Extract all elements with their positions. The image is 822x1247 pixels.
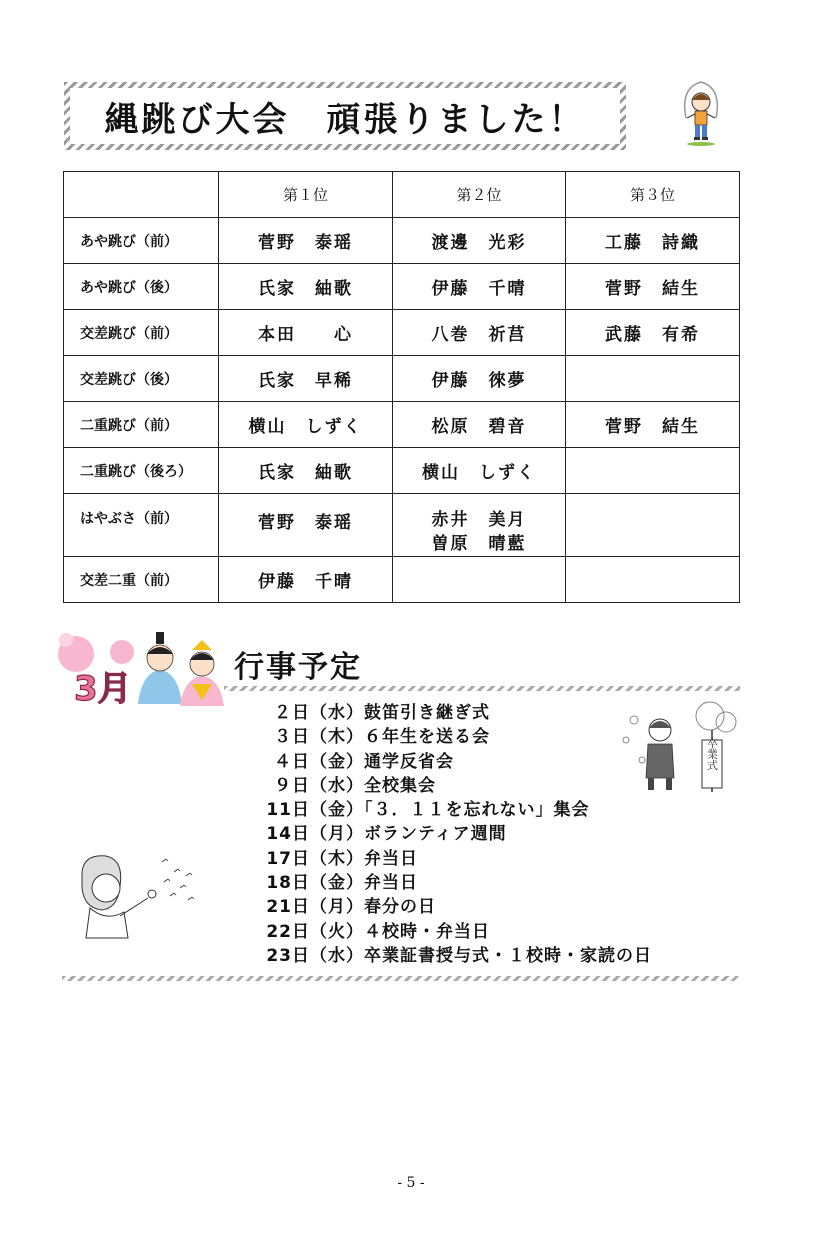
event-cell: 二重跳び（後ろ） [64,448,219,494]
list-item [252,871,652,895]
table-header-empty [64,172,219,218]
third-place-cell: 菅野 結生 [566,402,740,448]
graduation-kid-illustration [614,700,740,796]
second-place-cell: 伊藤 千晴 [393,264,566,310]
event-date: ４日 [274,751,310,772]
table-row [64,448,740,494]
page-title: 縄跳び大会 頑張りました！ [104,99,586,140]
events-list [252,701,652,968]
events-bottom-rule [62,976,740,981]
results-table [63,171,740,603]
page-number: - 5 - [397,1175,425,1191]
title-banner-inner [70,88,620,144]
first-place-cell: 横山 しずく [219,402,393,448]
march-label: 3月 [74,669,132,708]
list-item [252,944,652,968]
event-cell: はやぶさ（前） [64,494,219,557]
second-place-cell: 横山 しずく [393,448,566,494]
third-place-cell: 武藤 有希 [566,310,740,356]
event-text: （水）鼓笛引き継ぎ式 [310,703,490,723]
graduation-sign-text: 卒業式 [705,737,719,771]
third-place-cell [566,494,740,557]
second-place-name-b: 曽原 晴藍 [431,534,527,554]
title-banner [64,82,626,150]
third-place-cell: 菅野 結生 [566,264,740,310]
second-place-cell: 伊藤 徠夢 [393,356,566,402]
first-place-cell: 氏家 紬歌 [219,448,393,494]
table-row [64,310,740,356]
list-item [252,895,652,919]
table-row [64,264,740,310]
event-text: （金）「３．１１を忘れない」集会 [310,800,590,821]
table-row [64,356,740,402]
events-title: 行事予定 [234,650,362,685]
event-date: ２日 [274,703,310,723]
first-place-cell: 氏家 早稀 [219,356,393,402]
first-place-cell: 本田 心 [219,310,393,356]
third-place-cell: 工藤 詩織 [566,218,740,264]
events-top-rule [224,686,740,691]
table-header-row [64,172,740,218]
event-date: 14日 [266,824,310,845]
event-text: （金）通学反省会 [310,751,454,772]
event-date: 11日 [266,800,310,821]
list-item [252,725,652,749]
list-item [252,920,652,944]
first-place-cell: 菅野 泰瑶 [219,218,393,264]
second-place-name-a: 赤井 美月 [431,510,527,530]
second-place-cell [393,557,566,603]
event-date: ９日 [274,775,310,796]
event-text: （月）ボランティア週間 [310,824,507,845]
event-text: （水）卒業証書授与式・１校時・家読の日 [310,945,652,966]
first-place-cell: 伊藤 千晴 [219,557,393,603]
second-place-cell: 八巻 祈莒 [393,310,566,356]
event-text: （木）６年生を送る会 [310,727,490,748]
event-cell: 交差跳び（前） [64,310,219,356]
event-cell: 交差二重（前） [64,557,219,603]
third-place-cell [566,557,740,603]
girl-dandelion-illustration [76,852,196,942]
second-place-cell: 渡邊 光彩 [393,218,566,264]
event-cell: あや跳び（前） [64,218,219,264]
list-item [252,774,652,798]
list-item [252,847,652,871]
event-date: 17日 [266,848,310,869]
table-header-first: 第１位 [219,172,393,218]
table-row [64,218,740,264]
table-row [64,557,740,603]
event-text: （木）弁当日 [310,848,418,869]
event-date: 23日 [266,945,310,966]
third-place-cell [566,356,740,402]
event-cell: 交差跳び（後） [64,356,219,402]
second-place-cell [393,494,566,557]
table-header-second: 第２位 [393,172,566,218]
first-place-cell: 菅野 泰瑶 [219,494,393,557]
table-row [64,494,740,557]
event-date: 21日 [266,897,310,918]
second-place-cell: 松原 碧音 [393,402,566,448]
event-cell: 二重跳び（前） [64,402,219,448]
first-place-cell: 氏家 紬歌 [219,264,393,310]
list-item [252,750,652,774]
list-item [252,798,652,822]
event-text: （金）弁当日 [310,873,418,894]
event-text: （月）春分の日 [310,897,436,918]
event-cell: あや跳び（後） [64,264,219,310]
event-text: （火）４校時・弁当日 [310,921,490,942]
table-row [64,402,740,448]
jump-rope-kid-illustration [676,78,726,148]
event-date: 22日 [266,921,310,942]
table-header-third: 第３位 [566,172,740,218]
list-item [252,822,652,846]
third-place-cell [566,448,740,494]
event-date: ３日 [274,727,310,748]
list-item [252,701,652,725]
event-date: 18日 [266,873,310,894]
event-text: （水）全校集会 [310,775,436,796]
march-hina-dolls-illustration [52,624,232,708]
